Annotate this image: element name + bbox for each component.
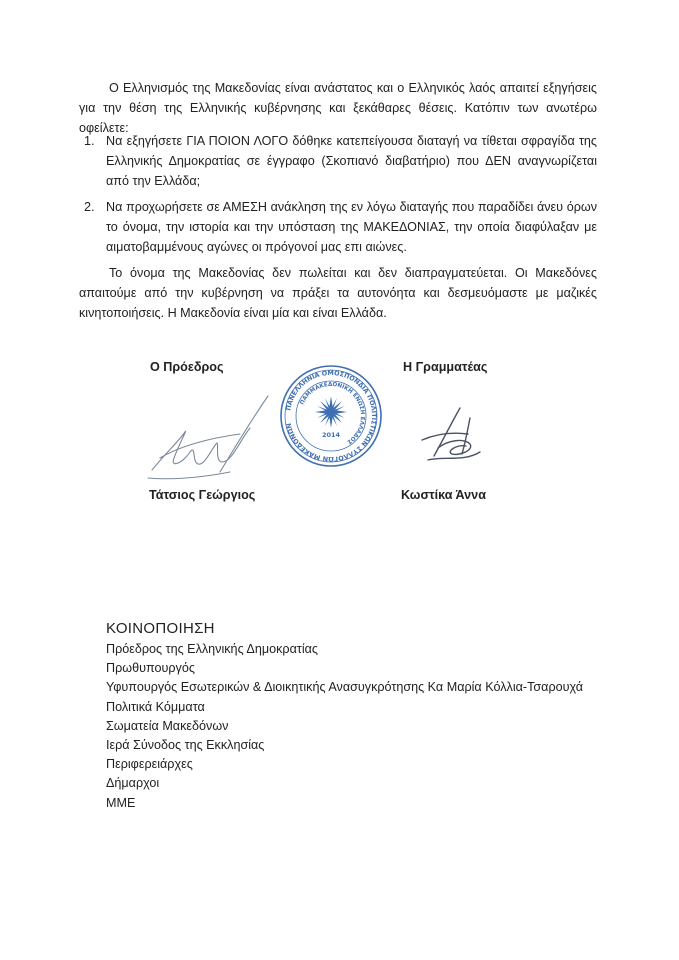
recipient-item: Πρόεδρος της Ελληνικής Δημοκρατίας — [106, 642, 318, 656]
seal-year: 2014 — [321, 431, 341, 439]
federation-seal — [279, 364, 383, 468]
secretary-signature — [408, 404, 496, 472]
notification-title: ΚΟΙΝΟΠΟΙΗΣΗ — [106, 620, 215, 637]
recipient-item: ΜΜΕ — [106, 795, 136, 810]
demand-text: Να προχωρήσετε σε ΑΜΕΣΗ ανάκληση της εν λόγω διαταγής που παραδίδει άνευ όρων το όνομα, την ιστορία και την υπόσταση της ΜΑΚΕΔΟΝΙΑΣ, την οποία διαφύλαξαν με αιματοβαμμένους αγώνες οι πρόγονοί μας επι αιώνες. — [106, 200, 597, 254]
president-name: Τάτσιος Γεώργιος — [149, 488, 256, 502]
demand-number: 1. — [84, 134, 95, 148]
closing-paragraph: Το όνομα της Μακεδονίας δεν πωλείται και δεν διαπραγματεύεται. Οι Μακεδόνες απαιτούμε από την κυβέρνηση να πράξει τα αυτονόητα και δεσμευόμαστε με μαζικές κινητοποιήσεις. Η Μακεδονία είναι μία και είναι Ελλάδα. — [79, 266, 597, 320]
recipient-item: Υφυπουργός Εσωτερικών & Διοικητικής Ανασυγκρότησης Κα Μαρία Κόλλια-Τσαρουχά — [106, 680, 584, 695]
recipient-item: Περιφερειάρχες — [106, 757, 193, 772]
recipient-list — [106, 640, 583, 813]
recipient-item: Πολιτικά Κόμματα — [106, 699, 205, 714]
demand-number: 2. — [84, 200, 95, 214]
vergina-sun-icon — [315, 396, 347, 428]
secretary-title: Η Γραμματέας — [403, 360, 488, 374]
recipient-item: Πρωθυπουργός — [106, 661, 195, 676]
recipient-item: Δήμαρχοι — [106, 776, 160, 791]
recipient-item: Σωματεία Μακεδόνων — [106, 718, 229, 733]
intro-paragraph: Ο Ελληνισμός της Μακεδονίας είναι ανάστατος και ο Ελληνικός λαός απαιτεί εξηγήσεις για την θέση της Ελληνικής κυβέρνησης και ξεκάθαρες θέσεις. Κατόπιν των ανωτέρω οφείλετε: — [79, 81, 597, 135]
president-signature — [140, 392, 280, 484]
secretary-name: Κωστίκα Άννα — [401, 488, 486, 502]
demand-text: Να εξηγήσετε ΓΙΑ ΠΟΙΟΝ ΛΟΓΟ δόθηκε κατεπείγουσα διαταγή να τίθεται σφραγίδα της Ελληνικής Δημοκρατίας σε έγγραφο (Σκοπιανό διαβατήριο) που ΔΕΝ αναγνωρίζεται από την Ελλάδα; — [106, 134, 597, 188]
seal-ring-text: ΠΑΝΕΛΛΗΝΙΑ ΟΜΟΣΠΟΝΔΙΑ ΠΟΛΙΤΙΣΤΙΚΩΝ ΣΥΛΛΟΓΩΝ ΜΑΚΕΔΟΝΩΝ — [284, 368, 379, 464]
president-title: Ο Πρόεδρος — [150, 360, 224, 374]
seal-inner-text: ΠΑΜΜΑΚΕΔΟΝΙΚΗ ΕΝΩΣΗ ΕΛΛΑΔΟΣ — [299, 381, 366, 445]
recipient-item: Ιερά Σύνοδος της Εκκλησίας — [106, 737, 265, 752]
